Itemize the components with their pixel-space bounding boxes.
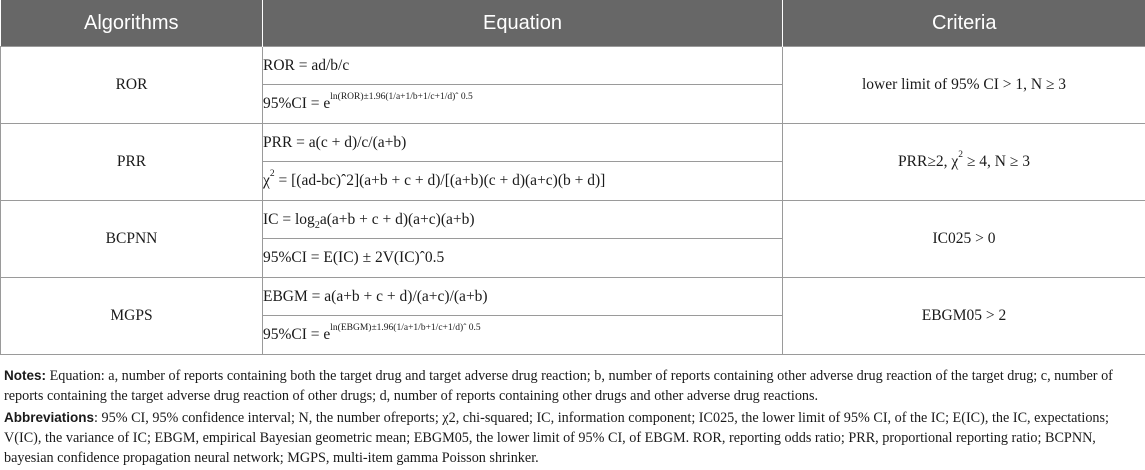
equation-cell: ROR = ad/b/c [263, 47, 783, 85]
equation-cell: 95%CI = E(IC) ± 2V(IC)ˆ0.5 [263, 239, 783, 278]
notes-label: Notes: [4, 368, 46, 383]
equation-cell: IC = $\log_2a(a+b + c + d)(a+c)(a+b)$ [263, 201, 783, 239]
notes-text: Equation: a, number of reports containing both the target drug and target adverse drug reaction; b, number of reports containing other adverse drug reaction of the target drug; c, number of reports containing the target adverse drug reaction of other drugs; d, number of reports containing other drugs and other adverse drug reactions. [4, 368, 1113, 404]
equation-cell: $95\%CI = e^{ln(EBGM)\pm 1.96(1/a+1/b+1/c+1/d)ˆ 0.5}$ [263, 316, 783, 355]
notes-paragraph [4, 366, 1144, 406]
algorithm-cell-ror: ROR [1, 47, 263, 124]
abbreviations-label: Abbreviations [4, 410, 94, 425]
algorithm-cell-bcpnn: BCPNN [1, 201, 263, 278]
table-row [1, 278, 1145, 316]
equation-cell: PRR = a(c + d)/c/(a+b) [263, 124, 783, 162]
abbreviations-text: : 95% CI, 95% confidence interval; N, the number ofreports; χ2, chi-squared; IC, information component; IC025, the lower limit of 95% CI, of the IC; E(IC), the IC, expectations; V(IC), the variance of IC; EBGM, empirical Bayesian geometric mean; EBGM05, the lower limit of 95% CI, of EBGM. ROR, reporting odds ratio; PRR, proportional reporting ratio; BCPNN, bayesian confidence propagation neural network; MGPS, multi-item gamma Poisson shrinker. [4, 410, 1109, 466]
algorithm-cell-prr: PRR [1, 124, 263, 201]
table-row [1, 201, 1145, 239]
criteria-cell: IC025 > 0 [783, 201, 1145, 278]
criteria-cell: EBGM05 > 2 [783, 278, 1145, 355]
equation-cell: $\chi^2$ = [(ad-bc)ˆ2](a+b + c + d)/[(a+b)(c + d)(a+c)(b + d)] [263, 162, 783, 201]
algorithm-cell-mgps: MGPS [1, 278, 263, 355]
header-criteria: Criteria [783, 0, 1145, 47]
criteria-cell: lower limit of 95% CI > 1, N ≥ 3 [783, 47, 1145, 124]
equation-cell: EBGM = a(a+b + c + d)/(a+c)/(a+b) [263, 278, 783, 316]
table-footnotes [4, 366, 1144, 470]
table-row [1, 47, 1145, 85]
header-algorithms: Algorithms [1, 0, 263, 47]
criteria-cell: PRR≥2, $\chi^2 \ge 4$, N ≥ 3 [783, 124, 1145, 201]
table-row [1, 124, 1145, 162]
abbreviations-paragraph [4, 408, 1144, 468]
header-equation: Equation [263, 0, 783, 47]
equation-cell: $95\%CI = e^{ln(ROR)\pm 1.96(1/a+1/b+1/c+1/d)ˆ 0.5}$ [263, 85, 783, 124]
table-header-row [1, 0, 1145, 47]
